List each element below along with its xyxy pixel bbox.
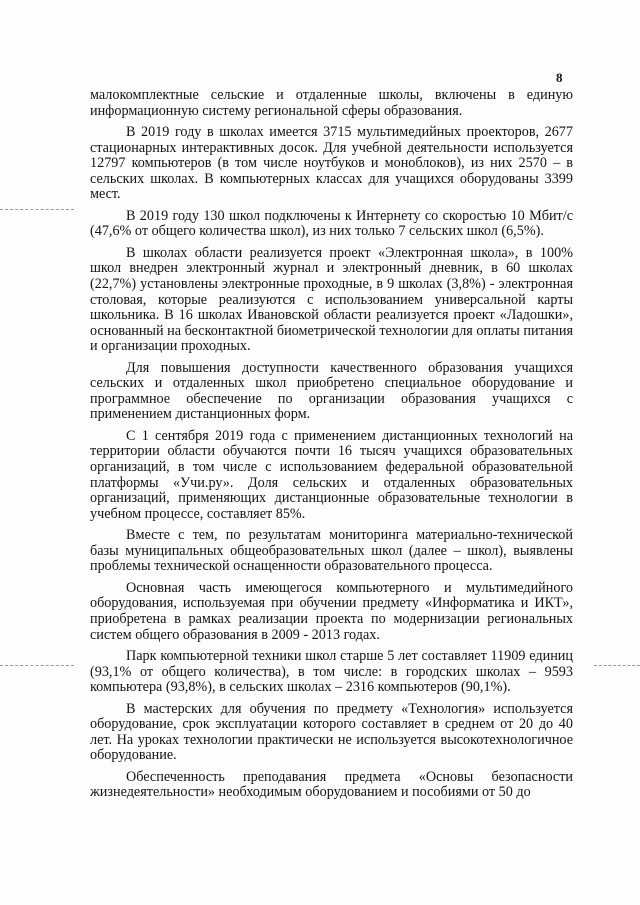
paragraph: Основная часть имеющегося компьютерного и мультимедийного оборудования, используемая при обучении предмету «Информатика и ИКТ», приобретена в рамках реализации проекта по модернизации региональных систем общего образования в 2009 - 2013 годах. (90, 579, 573, 643)
paragraph: Обеспеченность преподавания предмета «Основы безопасности жизнедеятельности» необходимым оборудованием и пособиями от 50 до (90, 768, 573, 801)
paragraph: В 2019 году 130 школ подключены к Интернету со скоростью 10 Мбит/с (47,6% от общего количества школ), из них только 7 сельских школ (6,5%). (90, 207, 573, 240)
paragraph: В мастерских для обучения по предмету «Технология» используется оборудование, срок эксплуатации которого составляет в среднем от 20 до 40 лет. На уроках технологии практически не используется высокотехнологичное оборудование. (90, 700, 573, 764)
paragraph: Вместе с тем, по результатам мониторинга материально-технической базы муниципальных общеобразовательных школ (далее – школ), выявлены проблемы технической оснащенности образовательного процесса. (90, 527, 573, 575)
paragraph: С 1 сентября 2019 года с применением дистанционных технологий на территории области обучаются почти 16 тысяч учащихся образовательных организаций, в том числе с использованием федеральной образовательной платформы «Учи.ру». Доля сельских и отдаленных образовательных организаций, применяющих дистанционные образовательные технологии в учебном процессе, составляет 85%. (90, 427, 573, 522)
paragraph: В 2019 году в школах имеется 3715 мультимедийных проекторов, 2677 стационарных интерактивных досок. Для учебной деятельности используется 12797 компьютеров (в том числе ноутбуков и моноблоков), из них 2570 – в сельских школах. В компьютерных классах для учащихся оборудованы 3399 мест. (90, 124, 573, 203)
paragraph: В школах области реализуется проект «Электронная школа», в 100% школ внедрен электронный журнал и электронный дневник, в 60 школах (22,7%) установлены электронные проходные, в 9 школах (3,8%) - электронная столовая, которые реализуются с использованием универсальной карты школьника. В 16 школах Ивановской области реализуется проект «Ладошки», основанный на бесконтактной биометрической технологии для оплаты питания и организации проходных. (90, 244, 573, 355)
paragraph: малокомплектные сельские и отдаленные школы, включены в единую информационную систему региональной сферы образования. (90, 87, 573, 119)
paragraph: Парк компьютерной техники школ старше 5 лет составляет 11909 единиц (93,1% от общего количества), в том числе: в городских школах – 9593 компьютера (93,8%), в сельских школах – 2316 компьютеров (90,1%). (90, 648, 573, 696)
margin-mark (0, 665, 74, 666)
margin-mark (0, 209, 74, 210)
body-text (90, 88, 573, 807)
paragraph: Для повышения доступности качественного образования учащихся сельских и отдаленных школ приобретено специальное оборудование и программное обеспечение по организации образования учащихся с применением дистанционных форм. (90, 359, 573, 423)
page-number: 8 (556, 70, 563, 85)
margin-mark (594, 665, 640, 666)
